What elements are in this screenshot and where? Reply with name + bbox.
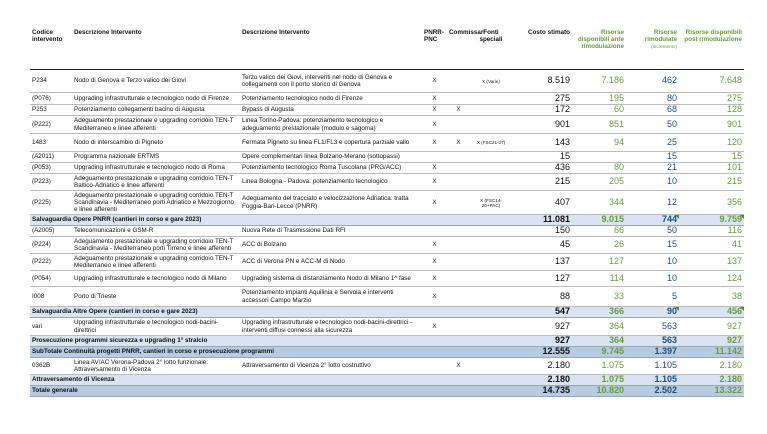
- cell-rimodulate: 15: [626, 152, 679, 163]
- header-rimodulate-sub: (incremento): [651, 44, 677, 50]
- cell-commissari: X: [447, 105, 470, 116]
- header-code: Codice intervento: [30, 26, 72, 70]
- cell-commissari: X: [447, 134, 470, 152]
- cell-fonti-speciali: [470, 358, 512, 375]
- cell-rimodulate: 563: [626, 318, 679, 336]
- cell-pnrr: X: [422, 287, 447, 307]
- cell-description-2: Upgrading sistema di distanziamento Nodo di Milano 1^ fase: [240, 271, 422, 287]
- subtotal-ante: 9.745: [572, 347, 626, 358]
- cell-ante: 344: [572, 191, 626, 215]
- cell-code: (P223): [30, 174, 72, 191]
- cell-costo: 215: [512, 174, 572, 191]
- table-row: [30, 134, 744, 152]
- cell-ante: 1.075: [572, 358, 626, 375]
- header-risorse-rimodulate: [626, 26, 679, 70]
- subtotal-ante: 366: [572, 307, 626, 318]
- cell-fonti-speciali: [470, 318, 512, 336]
- resources-table-container: [30, 26, 744, 397]
- table-row: [30, 254, 744, 271]
- cell-costo: 127: [512, 271, 572, 287]
- subtotal-post: 456: [679, 307, 744, 318]
- subtotal-post: 9.759: [679, 215, 744, 226]
- cell-description-2: Nuova Rete di Trasmissione Dati RFI: [240, 226, 422, 237]
- table-row: [30, 152, 744, 163]
- cell-rimodulate: 1.105: [626, 358, 679, 375]
- table-row: [30, 271, 744, 287]
- cell-description-2: Potenziamento impianti Aquilinia e Servola e interventi accessori Campo Marzio: [240, 287, 422, 307]
- cell-costo: 172: [512, 105, 572, 116]
- cell-description-2: Linea Bologna - Padova: potenziamento tecnologico: [240, 174, 422, 191]
- cell-fonti-speciali: [470, 237, 512, 254]
- cell-pnrr: X: [422, 318, 447, 336]
- cell-ante: 195: [572, 93, 626, 105]
- cell-code: (P224): [30, 237, 72, 254]
- cell-post: 901: [679, 116, 744, 134]
- cell-description-1: Upgrading infrastrutturale e tecnologico nodo di Firenze: [72, 93, 240, 105]
- subtotal-row: [30, 307, 744, 318]
- table-row: [30, 105, 744, 116]
- cell-post: 128: [679, 105, 744, 116]
- cell-costo: 901: [512, 116, 572, 134]
- cell-ante: [572, 152, 626, 163]
- cell-rimodulate: 10: [626, 254, 679, 271]
- cell-post: 124: [679, 271, 744, 287]
- cell-commissari: [447, 237, 470, 254]
- resources-table: [30, 26, 744, 397]
- subtotal-row: [30, 386, 744, 397]
- cell-code: 0362B: [30, 358, 72, 375]
- cell-commissari: [447, 93, 470, 105]
- cell-pnrr: X: [422, 191, 447, 215]
- table-row: [30, 174, 744, 191]
- cell-post: 116: [679, 226, 744, 237]
- cell-code: (P054): [30, 271, 72, 287]
- cell-code: (P222): [30, 116, 72, 134]
- cell-code: (P053): [30, 163, 72, 174]
- cell-costo: 88: [512, 287, 572, 307]
- subtotal-post: 927: [679, 336, 744, 347]
- cell-code: 1483: [30, 134, 72, 152]
- subtotal-label: Salvaguardia Opere PNRR (cantieri in corso e gare 2023): [30, 215, 512, 226]
- subtotal-rimodulate: 744: [626, 215, 679, 226]
- cell-description-1: Adeguamento prestazionale e upgrading corridoio TEN-T Baltico-Adriatico e linee afferenti: [72, 174, 240, 191]
- cell-rimodulate: 10: [626, 174, 679, 191]
- cell-ante: 205: [572, 174, 626, 191]
- cell-post: 137: [679, 254, 744, 271]
- subtotal-costo: 547: [512, 307, 572, 318]
- cell-post: 215: [679, 174, 744, 191]
- header-row: [30, 26, 744, 70]
- cell-ante: 26: [572, 237, 626, 254]
- cell-costo: 8.519: [512, 70, 572, 93]
- cell-rimodulate: 5: [626, 287, 679, 307]
- subtotal-row: [30, 336, 744, 347]
- header-pnrr: PNRR-PNC: [422, 26, 447, 70]
- cell-pnrr: [422, 152, 447, 163]
- cell-commissari: [447, 287, 470, 307]
- cell-pnrr: X: [422, 134, 447, 152]
- subtotal-label: SubTotale Continuità progetti PNRR, cantieri in corso e prosecuzione programmi: [30, 347, 512, 358]
- cell-pnrr: X: [422, 174, 447, 191]
- cell-fonti-speciali: X (FSC14-20+PAC): [470, 191, 512, 215]
- cell-pnrr: X: [422, 105, 447, 116]
- header-risorse-ante: Risorse disponibili ante rimodulazione: [572, 26, 626, 70]
- cell-commissari: [447, 116, 470, 134]
- cell-pnrr: [422, 358, 447, 375]
- cell-description-2: Adeguamento del tracciato e velocizzazione Adriatica: tratta Foggia-Bari-Lecce (PNRR): [240, 191, 422, 215]
- cell-costo: 436: [512, 163, 572, 174]
- cell-post: 927: [679, 318, 744, 336]
- cell-commissari: [447, 152, 470, 163]
- cell-fonti-speciali: [470, 226, 512, 237]
- subtotal-costo: 12.555: [512, 347, 572, 358]
- header-rimodulate-label: Risorse rimodulate: [644, 29, 677, 44]
- table-body: [30, 70, 744, 397]
- cell-fonti-speciali: [470, 271, 512, 287]
- cell-description-1: Upgrading infrastrutturale e tecnologico nodo di Milano: [72, 271, 240, 287]
- cell-ante: 80: [572, 163, 626, 174]
- cell-rimodulate: 10: [626, 271, 679, 287]
- header-risorse-post: Risorse disponibili post rimodulazione: [679, 26, 744, 70]
- cell-description-2: Potenziamento tecnologico Roma Tuscolana (PRG/ACC): [240, 163, 422, 174]
- cell-rimodulate: 21: [626, 163, 679, 174]
- cell-code: (P076): [30, 93, 72, 105]
- cell-commissari: [447, 163, 470, 174]
- cell-rimodulate: 25: [626, 134, 679, 152]
- cell-description-2: Potenziamento tecnologico nodo di Firenze: [240, 93, 422, 105]
- cell-post: 2.180: [679, 358, 744, 375]
- header-description-1: Descrizione Intervento: [72, 26, 240, 70]
- cell-commissari: [447, 226, 470, 237]
- subtotal-rimodulate: 2.502: [626, 386, 679, 397]
- cell-fonti-speciali: [470, 163, 512, 174]
- cell-fonti-speciali: [470, 93, 512, 105]
- subtotal-row: [30, 375, 744, 386]
- table-row: [30, 358, 744, 375]
- cell-pnrr: X: [422, 163, 447, 174]
- cell-fonti-speciali: X (FSC21-27): [470, 134, 512, 152]
- cell-description-1: Telecomunicazioni e GSM-R: [72, 226, 240, 237]
- cell-fonti-speciali: [470, 287, 512, 307]
- cell-description-1: Nodo di interscambio di Pigneto: [72, 134, 240, 152]
- subtotal-label: Prosecuzione programmi sicurezza e upgrading 1° stralcio: [30, 336, 512, 347]
- cell-description-1: Potenziamento collegamenti bacino di Augusta: [72, 105, 240, 116]
- cell-commissari: [447, 318, 470, 336]
- cell-code: (P225): [30, 191, 72, 215]
- cell-description-2: ACC di Bolzano: [240, 237, 422, 254]
- table-row: [30, 226, 744, 237]
- cell-description-1: Adeguamento prestazionale e upgrading corridoio TEN-T Scandinavia - Mediterraneo porti Tirreno e linee afferenti: [72, 237, 240, 254]
- subtotal-ante: 364: [572, 336, 626, 347]
- cell-fonti-speciali: [470, 105, 512, 116]
- cell-description-1: Adeguamento prestazionale e upgrading corridoio TEN-T Mediterraneo e linee afferenti: [72, 254, 240, 271]
- table-row: [30, 318, 744, 336]
- cell-commissari: [447, 174, 470, 191]
- subtotal-post: 11.142: [679, 347, 744, 358]
- cell-costo: 150: [512, 226, 572, 237]
- cell-description-1: Nodo di Genova e Terzo valico dei Giovi: [72, 70, 240, 93]
- cell-commissari: [447, 70, 470, 93]
- cell-post: 275: [679, 93, 744, 105]
- cell-rimodulate: 80: [626, 93, 679, 105]
- cell-commissari: [447, 191, 470, 215]
- cell-pnrr: X: [422, 116, 447, 134]
- cell-costo: 927: [512, 318, 572, 336]
- cell-ante: 364: [572, 318, 626, 336]
- cell-pnrr: X: [422, 254, 447, 271]
- cell-description-2: Fermata Pigneto su linea FL1/FL3 e copertura parziale vallo: [240, 134, 422, 152]
- cell-code: P234: [30, 70, 72, 93]
- cell-ante: 114: [572, 271, 626, 287]
- cell-description-1: Upgrading infrastrutturale e tecnologico nodo di Roma: [72, 163, 240, 174]
- table-row: [30, 191, 744, 215]
- subtotal-row: [30, 347, 744, 358]
- cell-post: 15: [679, 152, 744, 163]
- subtotal-ante: 9.015: [572, 215, 626, 226]
- subtotal-label: Totale generale: [30, 386, 512, 397]
- table-row: [30, 93, 744, 105]
- cell-description-2: Attraversamento di Vicenza 2° lotto costruttivo: [240, 358, 422, 375]
- cell-costo: 275: [512, 93, 572, 105]
- cell-pnrr: X: [422, 271, 447, 287]
- cell-ante: 7.186: [572, 70, 626, 93]
- table-row: [30, 163, 744, 174]
- cell-code: P253: [30, 105, 72, 116]
- cell-post: 38: [679, 287, 744, 307]
- cell-description-2: Upgrading infrastrutturale e tecnologico nodi-bacini-direttrici - interventi diffusi connessi alla sicurezza: [240, 318, 422, 336]
- cell-commissari: X: [447, 358, 470, 375]
- cell-rimodulate: 462: [626, 70, 679, 93]
- cell-costo: 137: [512, 254, 572, 271]
- subtotal-post: 2.180: [679, 375, 744, 386]
- header-costo-stimato: Costo stimato: [512, 26, 572, 70]
- cell-post: 101: [679, 163, 744, 174]
- cell-commissari: [447, 254, 470, 271]
- cell-description-1: Adeguamento prestazionale e upgrading corridoio TEN-T Scandinavia - Mediterraneo porti Adriatico e Mezzogiorno e linee afferenti: [72, 191, 240, 215]
- subtotal-row: [30, 215, 744, 226]
- cell-code: (A2011): [30, 152, 72, 163]
- cell-fonti-speciali: [470, 254, 512, 271]
- subtotal-costo: 11.081: [512, 215, 572, 226]
- cell-description-2: Opere complementari linea Bolzano-Merano (sottopassi): [240, 152, 422, 163]
- cell-costo: 143: [512, 134, 572, 152]
- cell-costo: 45: [512, 237, 572, 254]
- cell-description-2: Bypass di Augusta: [240, 105, 422, 116]
- cell-description-1: Programma nazionale ERTMS: [72, 152, 240, 163]
- subtotal-label: Salvaguardia Altre Opere (cantieri in corso e gare 2023): [30, 307, 512, 318]
- cell-rimodulate: 50: [626, 116, 679, 134]
- subtotal-rimodulate: 90: [626, 307, 679, 318]
- cell-description-2: Linea Torino-Padova: potenziamento tecnologico e adeguamento prestazionale (modulo e sagoma): [240, 116, 422, 134]
- cell-costo: 2.180: [512, 358, 572, 375]
- subtotal-ante: 1.075: [572, 375, 626, 386]
- cell-ante: 60: [572, 105, 626, 116]
- subtotal-rimodulate: 563: [626, 336, 679, 347]
- cell-post: 356: [679, 191, 744, 215]
- cell-ante: 33: [572, 287, 626, 307]
- subtotal-post: 13.322: [679, 386, 744, 397]
- cell-rimodulate: 12: [626, 191, 679, 215]
- header-commissari: Commissari: [447, 26, 470, 70]
- cell-commissari: [447, 271, 470, 287]
- cell-fonti-speciali: [470, 174, 512, 191]
- cell-code: I008: [30, 287, 72, 307]
- cell-ante: 94: [572, 134, 626, 152]
- cell-pnrr: X: [422, 93, 447, 105]
- cell-ante: 66: [572, 226, 626, 237]
- cell-description-1: Porto di Trieste: [72, 287, 240, 307]
- cell-costo: 15: [512, 152, 572, 163]
- cell-description-2: Terzo valico dei Giovi, interventi nel nodo di Genova e collegamenti con il porto storico di Genova: [240, 70, 422, 93]
- subtotal-ante: 10.820: [572, 386, 626, 397]
- cell-rimodulate: 15: [626, 237, 679, 254]
- table-row: [30, 287, 744, 307]
- cell-code: (A2005): [30, 226, 72, 237]
- cell-pnrr: [422, 226, 447, 237]
- subtotal-costo: 2.180: [512, 375, 572, 386]
- cell-post: 120: [679, 134, 744, 152]
- header-fonti-speciali: Fonti speciali: [470, 26, 512, 70]
- table-row: [30, 116, 744, 134]
- cell-ante: 851: [572, 116, 626, 134]
- cell-code: (P222): [30, 254, 72, 271]
- subtotal-rimodulate: 1.105: [626, 375, 679, 386]
- cell-code: vari: [30, 318, 72, 336]
- cell-fonti-speciali: X (Varie): [470, 70, 512, 93]
- cell-pnrr: X: [422, 237, 447, 254]
- cell-rimodulate: 50: [626, 226, 679, 237]
- header-description-2: Descrizione Intervento: [240, 26, 422, 70]
- cell-description-1: Upgrading infrastrutturale e tecnologico nodi-bacini-direttrici: [72, 318, 240, 336]
- cell-description-2: ACC di Verona PN e ACC-M di Nodo: [240, 254, 422, 271]
- cell-rimodulate: 68: [626, 105, 679, 116]
- subtotal-rimodulate: 1.397: [626, 347, 679, 358]
- subtotal-label: Attraversamento di Vicenza: [30, 375, 512, 386]
- cell-description-1: Adeguamento prestazionale e upgrading corridoio TEN-T Mediterraneo e linee afferenti: [72, 116, 240, 134]
- cell-ante: 127: [572, 254, 626, 271]
- cell-fonti-speciali: [470, 116, 512, 134]
- subtotal-costo: 14.735: [512, 386, 572, 397]
- cell-pnrr: X: [422, 70, 447, 93]
- cell-fonti-speciali: [470, 152, 512, 163]
- cell-costo: 407: [512, 191, 572, 215]
- table-row: [30, 70, 744, 93]
- table-row: [30, 237, 744, 254]
- subtotal-costo: 927: [512, 336, 572, 347]
- cell-post: 7.648: [679, 70, 744, 93]
- cell-description-1: Linea AV/AC Verona-Padova 2° lotto funzionale: Attraversamento di Vicenza: [72, 358, 240, 375]
- cell-post: 41: [679, 237, 744, 254]
